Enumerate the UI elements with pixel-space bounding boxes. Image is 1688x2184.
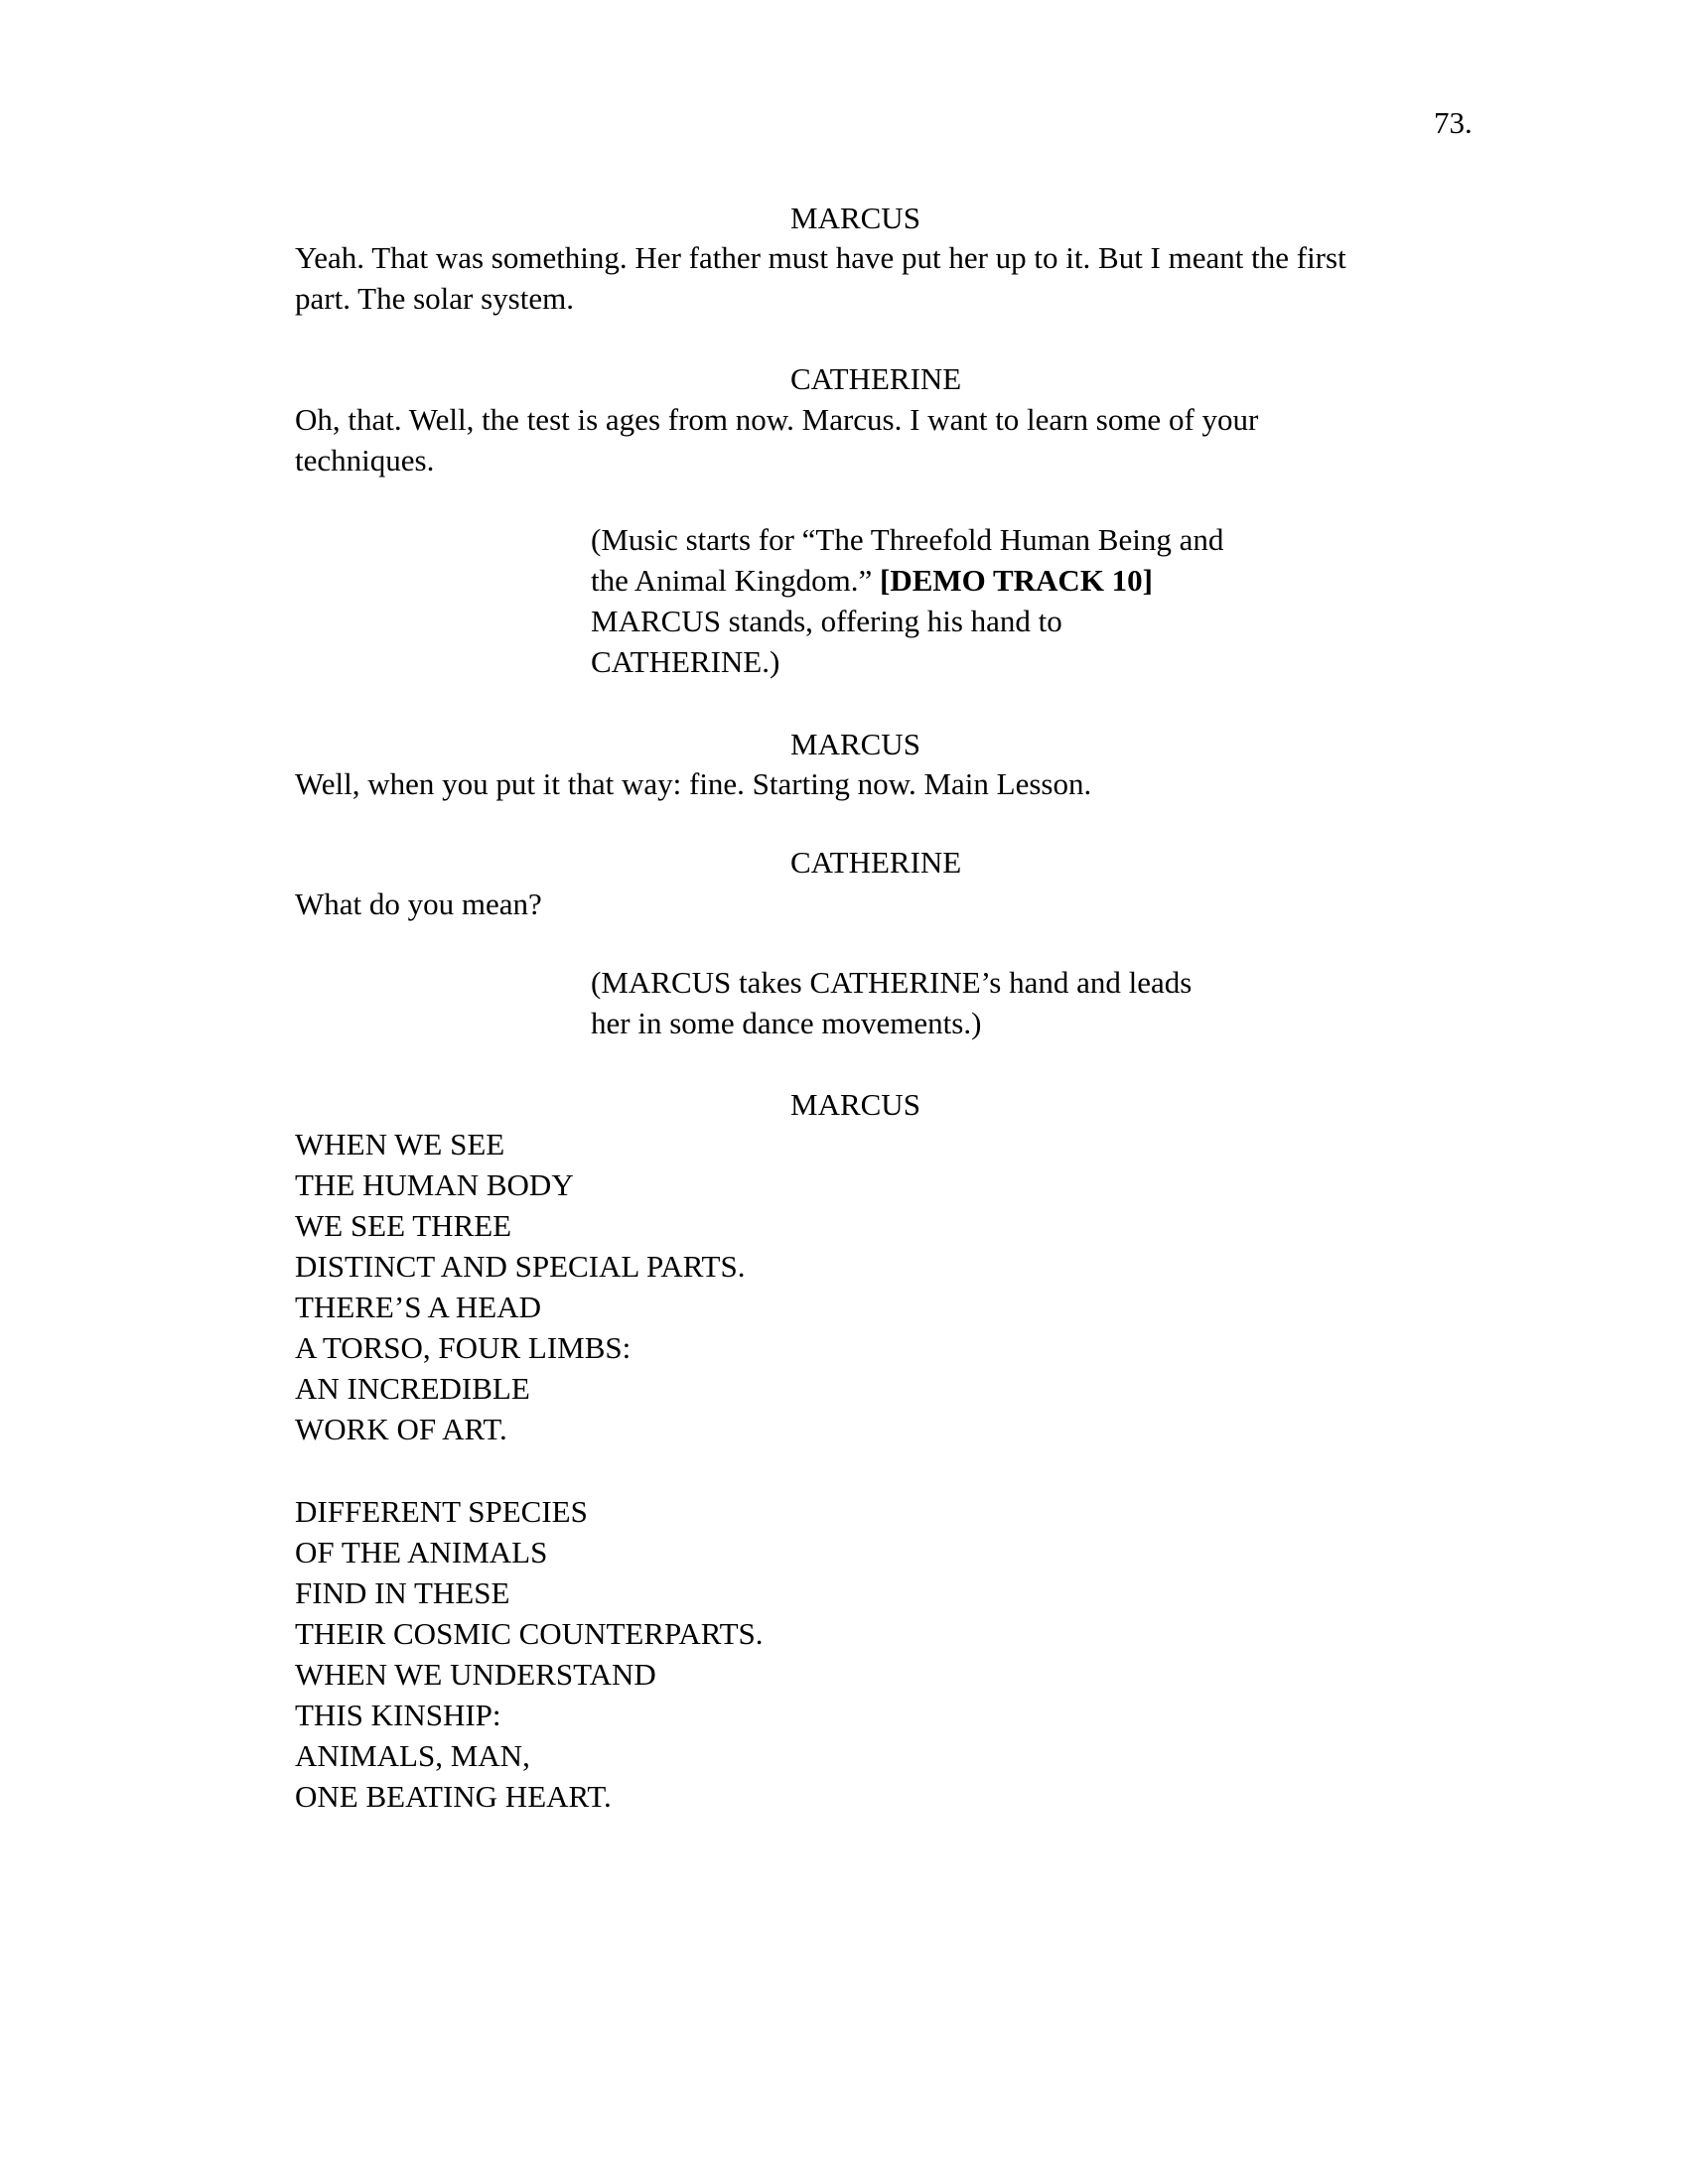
stage-direction-line: (Music starts for “The Threefold Human Being and [591,522,1224,557]
lyric-line: THE HUMAN BODY [295,1167,574,1202]
stage-direction [591,519,1326,682]
lyrics-verse [295,1124,745,1449]
lyric-line: FIND IN THESE [295,1575,510,1610]
stage-direction-line [591,560,1326,601]
dialogue-line: techniques. [295,443,435,478]
stage-direction-line: (MARCUS takes CATHERINE’s hand and leads [591,965,1193,1000]
dialogue-line: What do you mean? [295,887,542,921]
demo-track-label: [DEMO TRACK 10] [880,563,1154,598]
stage-direction-line: her in some dance movements.) [591,1006,982,1040]
lyric-line: WHEN WE SEE [295,1127,505,1161]
lyric-line: ONE BEATING HEART. [295,1779,612,1814]
lyric-line: THEIR COSMIC COUNTERPARTS. [295,1616,764,1651]
dialogue [295,237,1457,319]
dialogue [295,763,1457,804]
dialogue-line: Oh, that. Well, the test is ages from now. Marcus. I want to learn some of your [295,402,1259,437]
lyric-line: WORK OF ART. [295,1412,507,1446]
stage-direction-line: CATHERINE.) [591,644,780,679]
lyric-line: WE SEE THREE [295,1208,512,1243]
dialogue [295,884,1457,924]
lyrics-verse [295,1491,764,1817]
lyric-line: THERE’S A HEAD [295,1290,541,1324]
page-number: 73. [1434,105,1473,140]
dialogue-line: Well, when you put it that way: fine. Starting now. Main Lesson. [295,766,1092,801]
lyric-line: WHEN WE UNDERSTAND [295,1657,656,1692]
lyric-line: A TORSO, FOUR LIMBS: [295,1330,632,1365]
lyric-line: DIFFERENT SPECIES [295,1494,588,1529]
lyric-line: DISTINCT AND SPECIAL PARTS. [295,1249,746,1284]
lyric-line: AN INCREDIBLE [295,1371,530,1406]
stage-direction [591,962,1326,1043]
stage-direction-line: MARCUS stands, offering his hand to [591,604,1062,638]
dialogue [295,399,1457,480]
lyric-line: OF THE ANIMALS [295,1535,548,1570]
dialogue-line: Yeah. That was something. Her father must have put her up to it. But I meant the first [295,240,1346,275]
stage-direction-text: the Animal Kingdom.” [591,563,881,598]
dialogue-line: part. The solar system. [295,281,574,316]
lyric-line: THIS KINSHIP: [295,1698,501,1732]
lyric-line: ANIMALS, MAN, [295,1738,530,1773]
